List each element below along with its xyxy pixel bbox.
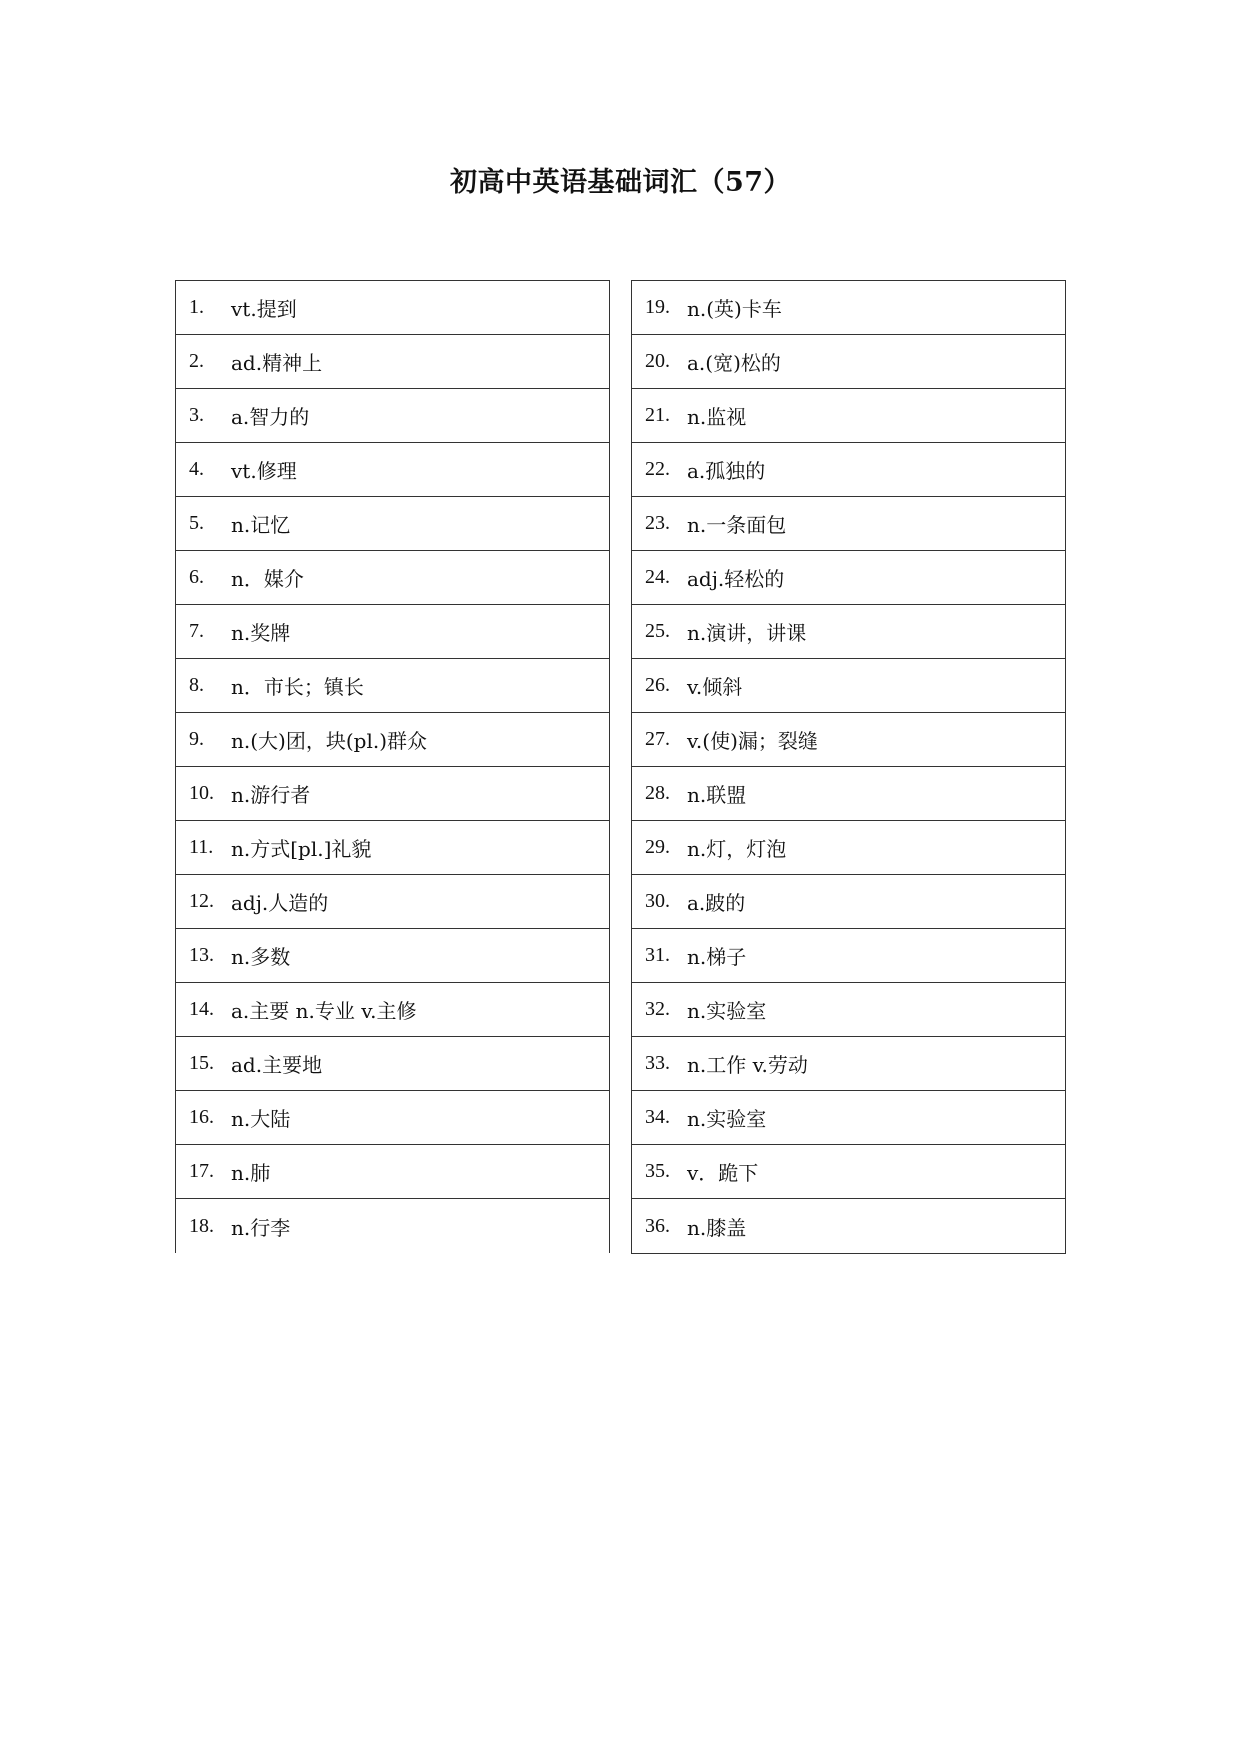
vocab-number: 28.	[645, 782, 670, 804]
vocab-definition: n.联盟	[687, 783, 747, 807]
vocab-definition: n.工作 v.劳动	[687, 1053, 808, 1077]
vocab-row	[176, 335, 609, 389]
vocab-definition: n.多数	[231, 945, 291, 969]
vocab-row	[632, 443, 1065, 497]
vocab-number: 3.	[189, 404, 204, 426]
vocab-row	[176, 929, 609, 983]
vocab-number: 34.	[645, 1106, 670, 1128]
vocab-row	[632, 605, 1065, 659]
vocab-definition: adj.轻松的	[687, 567, 785, 591]
vocab-definition: n.奖牌	[231, 621, 291, 645]
vocab-row	[176, 659, 609, 713]
vocab-row	[176, 875, 609, 929]
vocab-number: 27.	[645, 728, 670, 750]
vocab-definition: v．跪下	[687, 1161, 759, 1185]
vocab-definition: v.(使)漏；裂缝	[687, 729, 818, 753]
vocab-number: 20.	[645, 350, 670, 372]
vocab-definition: n.膝盖	[687, 1215, 747, 1240]
vocab-number: 24.	[645, 566, 670, 588]
vocab-number: 1.	[189, 296, 204, 318]
vocab-row	[632, 281, 1065, 335]
vocab-number: 5.	[189, 512, 204, 534]
vocab-row	[632, 821, 1065, 875]
vocab-definition: a.(宽)松的	[687, 351, 781, 375]
vocab-number: 36.	[645, 1214, 670, 1237]
vocab-row	[176, 1091, 609, 1145]
vocab-number: 32.	[645, 998, 670, 1020]
vocab-definition: n.记忆	[231, 513, 291, 537]
vocab-row	[176, 605, 609, 659]
vocab-row	[632, 1199, 1065, 1253]
vocab-number: 11.	[189, 836, 214, 858]
vocab-row	[632, 389, 1065, 443]
vocab-row	[632, 497, 1065, 551]
vocab-number: 12.	[189, 890, 214, 912]
vocab-definition: vt.提到	[231, 297, 297, 321]
vocab-definition: v.倾斜	[687, 675, 743, 699]
vocab-row	[632, 335, 1065, 389]
vocab-number: 6.	[189, 566, 204, 588]
vocab-definition: n.实验室	[687, 1107, 767, 1131]
vocab-definition: n．媒介	[231, 567, 304, 591]
vocab-row	[176, 443, 609, 497]
vocab-number: 13.	[189, 944, 214, 966]
vocab-column-left	[175, 280, 610, 1253]
vocab-number: 22.	[645, 458, 670, 480]
vocab-row	[176, 767, 609, 821]
vocab-number: 26.	[645, 674, 670, 696]
vocab-row	[632, 1037, 1065, 1091]
vocab-number: 30.	[645, 890, 670, 912]
vocab-number: 31.	[645, 944, 670, 966]
vocab-definition: n.(大)团，块(pl.)群众	[231, 729, 428, 753]
vocab-definition: n.一条面包	[687, 513, 787, 537]
vocab-row	[632, 713, 1065, 767]
vocab-number: 29.	[645, 836, 670, 858]
vocab-definition: ad.精神上	[231, 351, 323, 375]
vocab-definition: ad.主要地	[231, 1053, 323, 1077]
vocab-number: 16.	[189, 1106, 214, 1128]
vocab-row	[176, 1145, 609, 1199]
vocab-row	[176, 497, 609, 551]
vocab-number: 15.	[189, 1052, 214, 1074]
vocab-number: 17.	[189, 1160, 214, 1182]
vocab-number: 23.	[645, 512, 670, 534]
vocab-row	[176, 389, 609, 443]
vocab-definition: n.灯，灯泡	[687, 837, 787, 861]
vocab-row	[176, 551, 609, 605]
vocab-definition: n.方式[pl.]礼貌	[231, 837, 372, 861]
vocab-definition: n.演讲，讲课	[687, 621, 807, 645]
vocab-row	[632, 1091, 1065, 1145]
vocab-row	[632, 551, 1065, 605]
page-title: 初高中英语基础词汇（57）	[449, 167, 792, 198]
vocab-number: 14.	[189, 998, 214, 1020]
vocab-definition: n.(英)卡车	[687, 297, 782, 321]
vocab-definition: n.监视	[687, 405, 747, 429]
vocab-number: 10.	[189, 782, 214, 804]
vocab-row	[176, 1199, 609, 1253]
vocab-row	[632, 659, 1065, 713]
vocab-row	[632, 1145, 1065, 1199]
vocab-number: 35.	[645, 1160, 670, 1182]
vocab-definition: a.智力的	[231, 405, 310, 429]
vocab-number: 19.	[645, 296, 670, 318]
vocab-number: 18.	[189, 1214, 214, 1237]
vocab-definition: n.梯子	[687, 945, 747, 969]
vocab-column-right	[631, 280, 1066, 1254]
vocab-row	[176, 983, 609, 1037]
vocab-definition: n.大陆	[231, 1107, 291, 1131]
vocab-number: 4.	[189, 458, 204, 480]
vocab-row	[176, 1037, 609, 1091]
vocab-number: 21.	[645, 404, 670, 426]
vocab-number: 9.	[189, 728, 204, 750]
vocab-definition: n.游行者	[231, 783, 311, 807]
vocab-definition: vt.修理	[231, 459, 297, 483]
vocab-row	[176, 281, 609, 335]
vocab-row	[632, 875, 1065, 929]
vocab-row	[632, 929, 1065, 983]
vocab-number: 25.	[645, 620, 670, 642]
vocab-definition: n.肺	[231, 1161, 271, 1185]
vocab-definition: n.行李	[231, 1215, 291, 1240]
vocab-row	[176, 821, 609, 875]
vocab-number: 2.	[189, 350, 204, 372]
vocab-row	[632, 983, 1065, 1037]
vocab-definition: adj.人造的	[231, 891, 329, 915]
vocab-row	[176, 713, 609, 767]
vocab-definition: n．市长；镇长	[231, 675, 364, 699]
vocab-definition: a.主要 n.专业 v.主修	[231, 999, 417, 1023]
vocab-number: 33.	[645, 1052, 670, 1074]
vocab-definition: a.跛的	[687, 891, 746, 915]
vocab-row	[632, 767, 1065, 821]
vocab-number: 8.	[189, 674, 204, 696]
vocab-definition: n.实验室	[687, 999, 767, 1023]
vocab-definition: a.孤独的	[687, 459, 766, 483]
vocab-number: 7.	[189, 620, 204, 642]
